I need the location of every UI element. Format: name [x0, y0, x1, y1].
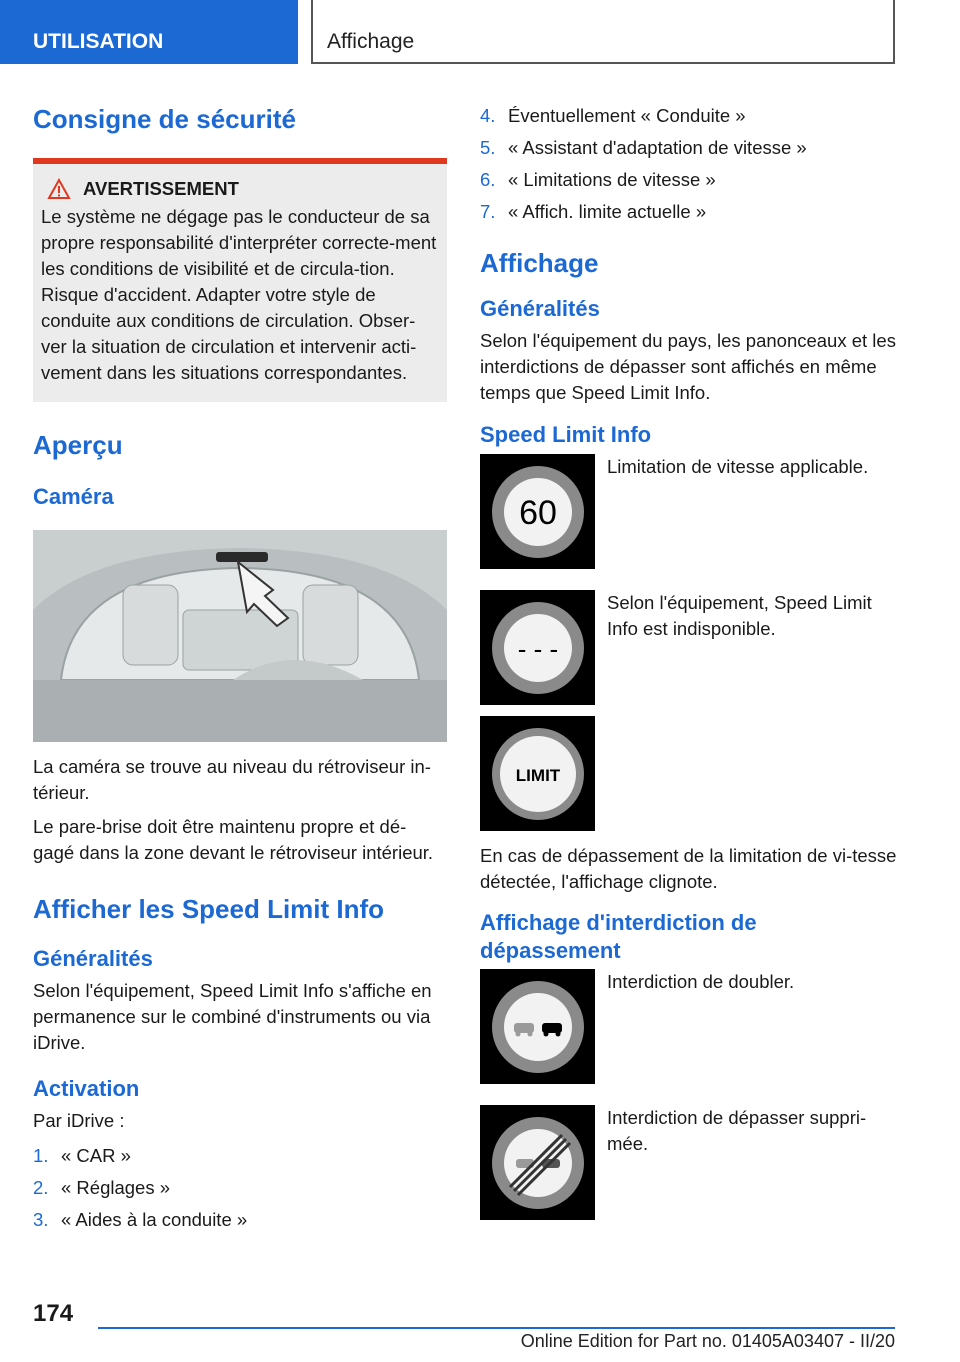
- sign-row: [480, 969, 900, 1084]
- svg-text:60: 60: [518, 493, 557, 532]
- activation-heading: Activation: [33, 1076, 140, 1101]
- general-heading-left: Généralités: [33, 946, 153, 971]
- right-column: [480, 100, 900, 1220]
- speed-limit-unavailable-sign: [480, 590, 595, 705]
- page-title: Affichage: [311, 0, 895, 64]
- svg-text:LIMIT: LIMIT: [515, 765, 560, 785]
- list-item: 3. « Aides à la conduite »: [33, 1209, 248, 1230]
- edition-footer: Online Edition for Part no. 01405A03407 - II/20: [520, 1331, 895, 1351]
- warning-triangle-icon: [47, 178, 71, 200]
- activation-intro: Par iDrive :: [33, 1110, 125, 1131]
- camera-heading: Caméra: [33, 484, 114, 509]
- no-passing-heading: Affichage d'interdiction de dépassement: [480, 910, 757, 963]
- list-item: 5. « Assistant d'adaptation de vitesse »: [480, 137, 807, 158]
- overview-heading: Aperçu: [33, 430, 123, 460]
- list-item: 2. « Réglages »: [33, 1177, 171, 1198]
- display-heading: Affichage: [480, 248, 599, 278]
- warning-box: [33, 158, 447, 402]
- footer-divider: [98, 1327, 895, 1329]
- list-item: 4. Éventuellement « Conduite »: [480, 105, 746, 126]
- list-item: 1. « CAR »: [33, 1145, 131, 1166]
- sign-row: [480, 716, 900, 831]
- sign-row: [480, 590, 900, 705]
- camera-location-image: [33, 530, 447, 742]
- steps-list-left: [33, 1140, 447, 1236]
- general-text-left: Selon l'équipement, Speed Limit Info s'affiche en permanence sur le combiné d'instruments ou via iDrive.: [33, 980, 432, 1053]
- section-tab: UTILISATION: [0, 0, 298, 64]
- speed-limit-60-sign: [480, 454, 595, 569]
- svg-text:- - -: - - -: [517, 633, 558, 664]
- end-no-passing-sign: [480, 1105, 595, 1220]
- left-column: [33, 100, 447, 1236]
- camera-paragraph-1: La caméra se trouve au niveau du rétroviseur in-térieur.: [33, 756, 431, 803]
- sign5-text: Interdiction de dépasser suppri-mée.: [607, 1107, 867, 1154]
- sign-row: [480, 1105, 900, 1220]
- sign4-text: Interdiction de doubler.: [607, 971, 795, 992]
- sign1-text: Limitation de vitesse applicable.: [607, 456, 869, 477]
- limit-sign: [480, 716, 595, 831]
- camera-paragraph-2: Le pare-brise doit être maintenu propre et dé-gagé dans la zone devant le rétroviseur intérieur.: [33, 816, 434, 863]
- general-text-right: Selon l'équipement du pays, les panonceaux et les interdictions de dépasser sont affichés en même temps que Speed Limit Info.: [480, 330, 896, 403]
- sign2-text: Selon l'équipement, Speed Limit Info est indisponible.: [607, 592, 872, 639]
- show-speed-limit-heading: Afficher les Speed Limit Info: [33, 894, 385, 924]
- no-passing-sign: [480, 969, 595, 1084]
- warning-title: AVERTISSEMENT: [83, 178, 239, 199]
- page-number: 174: [33, 1300, 74, 1327]
- warning-text: Le système ne dégage pas le conducteur de sa propre responsabilité d'interpréter correcte-ment les conditions de visibilité et de circula-tion. Risque d'accident. Adapter votre style de conduite aux conditions de circulation. Obser-ver la situation de circulation et intervenir acti-vement dans les situations correspondantes.: [41, 206, 437, 383]
- sign-row: [480, 454, 900, 569]
- list-item: 7. « Affich. limite actuelle »: [480, 201, 707, 222]
- safety-heading: Consigne de sécurité: [33, 104, 296, 134]
- blink-text: En cas de dépassement de la limitation de vi-tesse détectée, l'affichage clignote.: [480, 845, 897, 892]
- general-heading-right: Généralités: [480, 296, 600, 321]
- speed-limit-info-heading: Speed Limit Info: [480, 422, 652, 447]
- list-item: 6. « Limitations de vitesse »: [480, 169, 716, 190]
- steps-list-right: [480, 100, 900, 228]
